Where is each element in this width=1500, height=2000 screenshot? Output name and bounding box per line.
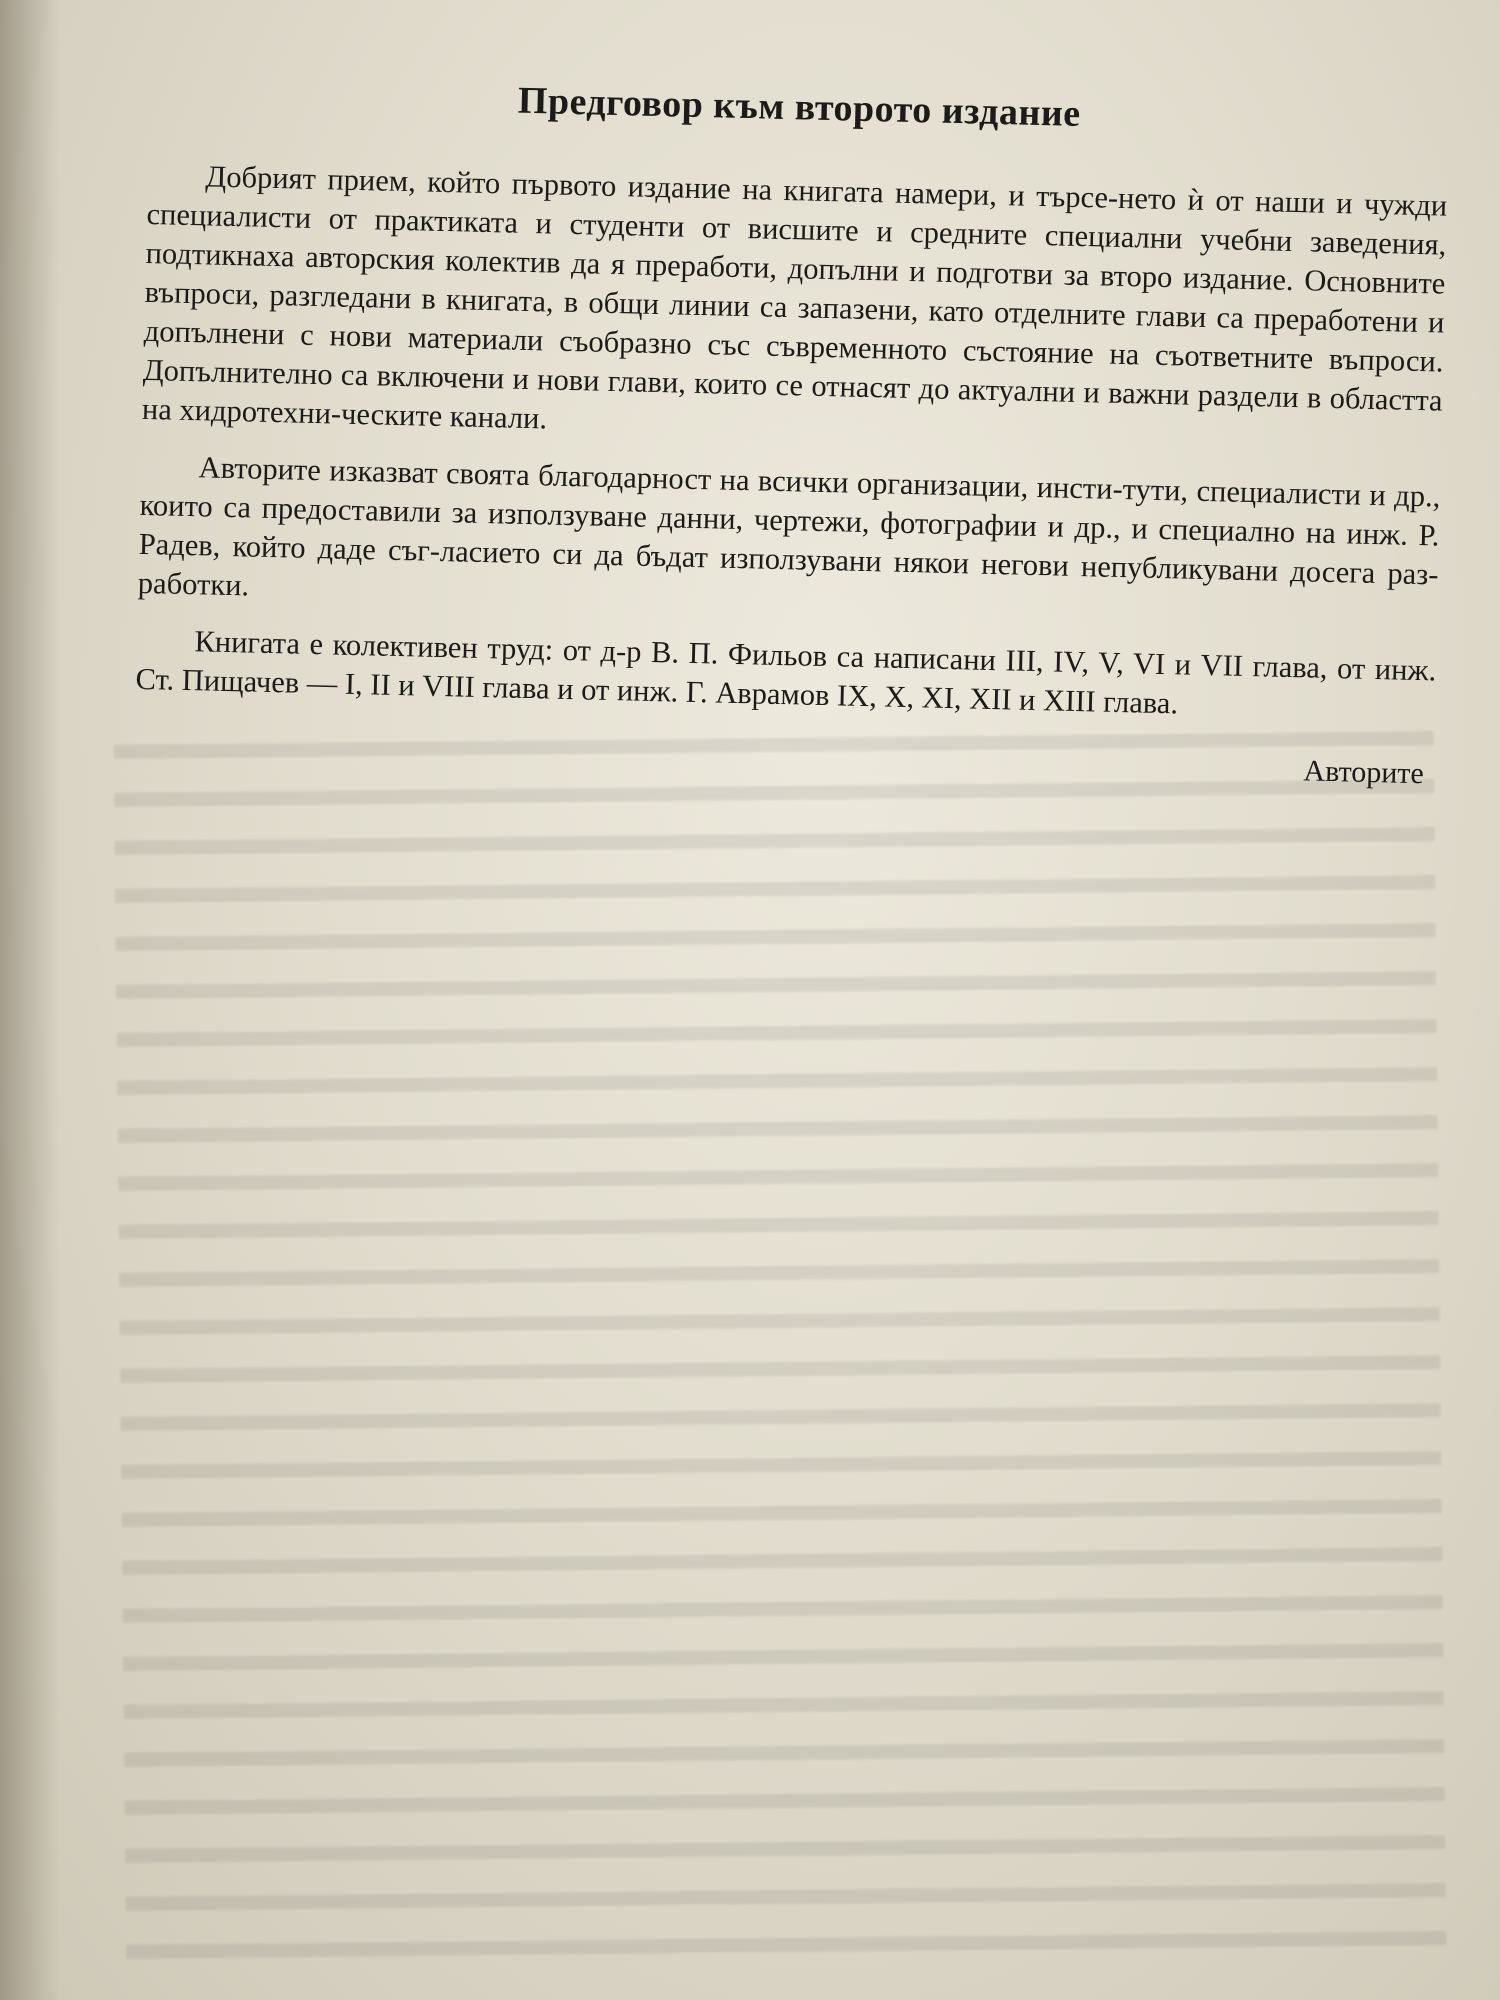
preface-content bbox=[134, 70, 1450, 791]
page-title: Предговор към второто издание bbox=[517, 79, 1082, 135]
page-gutter-shadow bbox=[0, 0, 60, 2000]
paragraph-2: Авторите изказват своята благодарност на всички организации, инсти-тути, специалисти и др., които са предоставили за използуване данни, чертежи, фотографии и др., и специално на инж. Р. Радев, който даде съг-ласието си да бъдат използувани някои негови непубликувани досега раз-работки. bbox=[137, 450, 1441, 603]
signature: Авторите bbox=[1303, 754, 1425, 791]
show-through-text bbox=[113, 713, 1446, 1987]
paragraph-3: Книгата е колективен труд: от д-р В. П. Фильов са написани III, IV, V, VI и VII глава, от инж. Ст. Пищачев — I, II и VIII глава и от инж. Г. Аврамов IX, X, XI, XII и XIII глава. bbox=[135, 624, 1437, 721]
paragraph-1: Добрият прием, който първото издание на книгата намери, и търсе-нето ѝ от наши и чужди специалисти от практиката и студенти от висшите и средните специални учебни заведения, подтикнаха авторския колектив да я преработи, допълни и подготви за второ издание. Основните въпроси, разгледани в книгата, в общи линии са запазени, като отделните глави са преработени и допълнени с нови материали съобразно със съвременното състояние на съответните въпроси. Допълнително са включени и нови глави, които се отнасят до актуални и важни раздели в областта на хидротехни-ческите канали. bbox=[141, 159, 1448, 436]
